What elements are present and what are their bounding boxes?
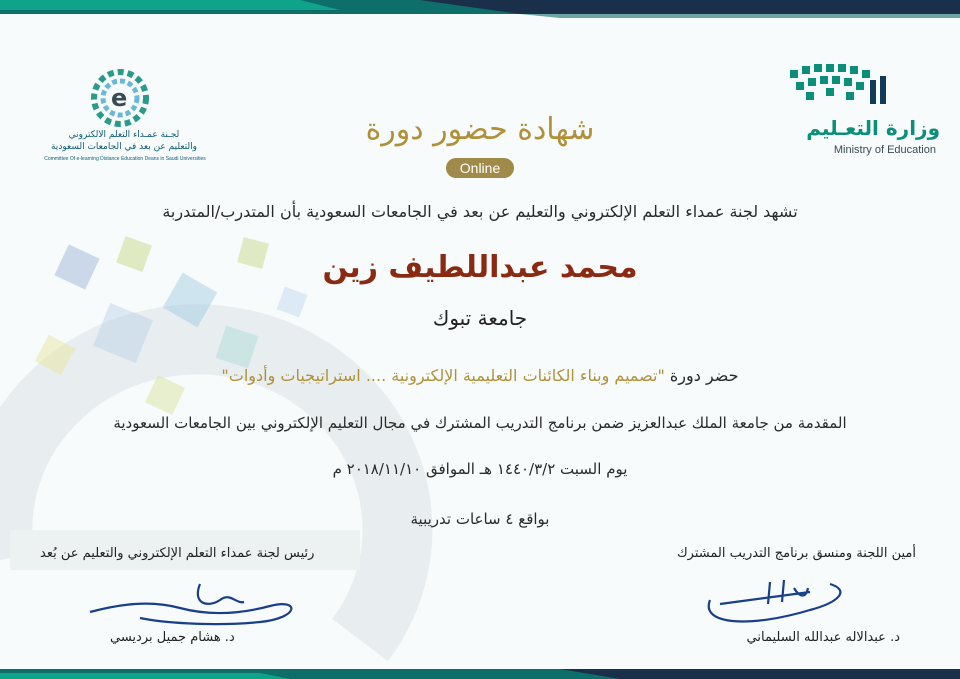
course-title: "تصميم وبناء الكائنات التعليمية الإلكترونية .... استراتيجيات وأدوات"	[221, 366, 665, 385]
online-badge: Online	[446, 158, 514, 178]
committee-name-arabic-1: لجـنة عمـداء التعلم الالكتروني	[68, 130, 180, 140]
top-border-decoration	[0, 0, 960, 40]
right-signatory-name: د. عبدالاله عبدالله السليماني	[746, 630, 900, 645]
course-line	[40, 366, 920, 385]
committee-name-english: Committee Of e-learning Distance Education Deans in Saudi Universities	[44, 156, 206, 162]
date-text: يوم السبت ١٤٤٠/٣/٢ هـ الموافق ٢٠١٨/١١/١٠ م	[332, 460, 628, 478]
left-signatory-title: رئيس لجنة عمداء التعلم الإلكتروني والتعليم عن بُعد	[40, 546, 315, 561]
left-signatory-name: د. هشام جميل برديسي	[110, 630, 235, 645]
right-signatory-title: أمين اللجنة ومنسق برنامج التدريب المشترك	[676, 546, 916, 561]
left-signature	[80, 574, 310, 630]
recipient-name: محمد عبداللطيف زين	[322, 250, 638, 285]
ministry-name-arabic: وزارة التعـليم	[806, 116, 940, 140]
hours-text: بواقع ٤ ساعات تدريبية	[410, 510, 550, 528]
certificate-title: شهادة حضور دورة	[365, 112, 595, 147]
svg-text:e: e	[111, 84, 128, 112]
recipient-university: جامعة تبوك	[432, 306, 528, 330]
committee-name-arabic-2: والتعليم عن بعد في الجامعات السعودية	[50, 142, 197, 152]
ministry-name-english: Ministry of Education	[833, 144, 936, 156]
provider-text: المقدمة من جامعة الملك عبدالعزيز ضمن برنامج التدريب المشترك في مجال التعليم الإلكتروني بين الجامعات السعودية	[113, 414, 847, 432]
right-signature	[690, 570, 860, 630]
intro-text: تشهد لجنة عمداء التعلم الإلكتروني والتعليم عن بعد في الجامعات السعودية بأن المتدرب/المتدربة	[162, 202, 798, 221]
course-prefix: حضر دورة	[669, 366, 739, 385]
